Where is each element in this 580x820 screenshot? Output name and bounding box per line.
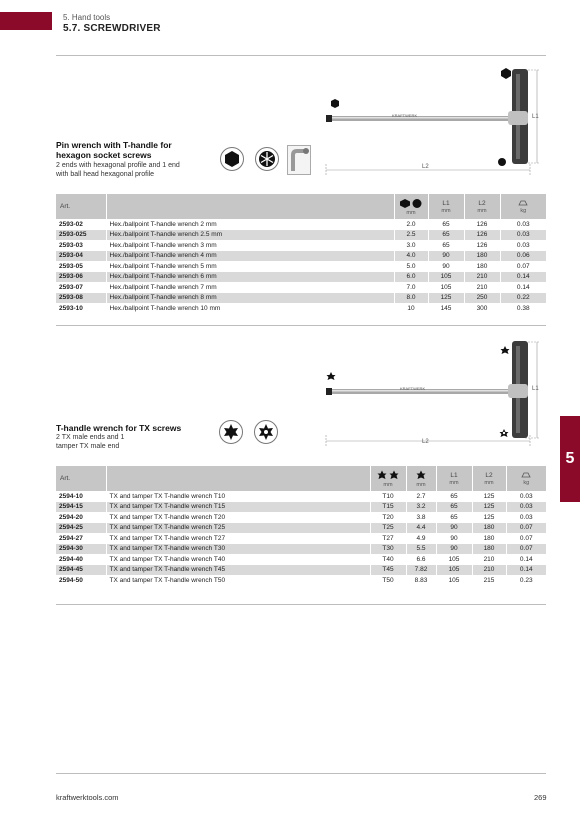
- art-number: 2594-45: [56, 565, 106, 576]
- product-description-line: 2 TX male ends and 1: [56, 434, 125, 441]
- tx-size: T50: [370, 575, 406, 586]
- tx-size: T40: [370, 554, 406, 565]
- l1: 90: [436, 523, 472, 534]
- art-number: 2594-15: [56, 502, 106, 513]
- spec-table: [56, 194, 546, 314]
- l2: 215: [472, 575, 506, 586]
- unit: mm: [449, 479, 459, 486]
- col-size: [406, 466, 436, 491]
- weight: 0.22: [500, 293, 546, 304]
- art-number: 2593-06: [56, 272, 106, 283]
- l2: 126: [464, 230, 500, 241]
- dimension-label: L1: [532, 114, 539, 120]
- l2: 300: [464, 303, 500, 314]
- weight: 0.23: [506, 575, 546, 586]
- weight: 0.03: [500, 219, 546, 230]
- unit: mm: [406, 209, 416, 216]
- tx-dimension-icon: [415, 470, 427, 480]
- l2: 180: [472, 533, 506, 544]
- hex-profile-icon: [220, 147, 244, 171]
- col-l1: [436, 466, 472, 491]
- table-row: [56, 219, 546, 230]
- product-title: [56, 140, 216, 160]
- l2: 210: [464, 272, 500, 283]
- art-number: 2593-03: [59, 241, 83, 249]
- description: Hex./ballpoint T-handle wrench 5 mm: [106, 261, 394, 272]
- l2: 125: [472, 502, 506, 513]
- table-row: [56, 303, 546, 314]
- table-row: [56, 272, 546, 283]
- table-row: [56, 523, 546, 534]
- col-description: [106, 194, 394, 219]
- col-size: [394, 194, 428, 219]
- art-number: 2594-10: [59, 492, 83, 500]
- weight: 0.38: [500, 303, 546, 314]
- product-title: T-handle wrench for TX screws: [56, 423, 182, 433]
- weight: 0.03: [506, 502, 546, 513]
- art-number: 2593-05: [59, 262, 83, 270]
- art-number: 2594-27: [59, 534, 83, 542]
- size: 5.5: [406, 544, 436, 555]
- product-description-line: tamper TX male end: [56, 443, 120, 450]
- weight: 0.07: [506, 523, 546, 534]
- l2: 125: [472, 491, 506, 502]
- tx-size: T15: [370, 502, 406, 513]
- product-title-line: hexagon socket screws: [56, 150, 152, 160]
- ball-hex-profile-icon: [255, 147, 279, 171]
- l2: 125: [472, 512, 506, 523]
- l2: 126: [464, 219, 500, 230]
- l1: 65: [428, 230, 464, 241]
- table-row: [56, 251, 546, 262]
- weight-icon: [518, 200, 528, 206]
- tamper-tx-profile-icon: [254, 420, 278, 444]
- table-row: [56, 491, 546, 502]
- footer-divider: [56, 773, 546, 774]
- art-number: 2593-10: [59, 304, 83, 312]
- l1: 105: [428, 272, 464, 283]
- table-header: [56, 194, 546, 219]
- l1: 90: [436, 544, 472, 555]
- unit: kg: [520, 207, 527, 214]
- table-row: [56, 565, 546, 576]
- l1: 65: [436, 502, 472, 513]
- unit: kg: [523, 479, 530, 486]
- description: Hex./ballpoint T-handle wrench 8 mm: [106, 293, 394, 304]
- ball-head-hex-key-icon: [287, 145, 311, 175]
- weight-icon: [521, 472, 531, 478]
- chapter-color-bar: [0, 12, 52, 30]
- table-row: [56, 293, 546, 304]
- unit: mm: [383, 481, 393, 488]
- chapter-label: 5. Hand tools: [63, 13, 111, 22]
- col-l2: [472, 466, 506, 491]
- col-label: L2: [485, 471, 493, 479]
- t-handle-tx-diagram: [318, 338, 548, 450]
- description: Hex./ballpoint T-handle wrench 7 mm: [106, 282, 394, 293]
- size: 4.0: [394, 251, 428, 262]
- weight: 0.14: [500, 282, 546, 293]
- divider: [56, 604, 546, 605]
- col-weight: [506, 466, 546, 491]
- size: 8.83: [406, 575, 436, 586]
- t-handle-hex-diagram: [318, 64, 548, 184]
- tx-profile-icon: [219, 420, 243, 444]
- footer-website: kraftwerktools.com: [56, 793, 119, 802]
- col-label: L2: [478, 199, 486, 207]
- tx-size: T25: [370, 523, 406, 534]
- art-number: 2594-50: [59, 576, 83, 584]
- divider: [56, 325, 546, 326]
- description: TX and tamper TX T-handle wrench T27: [106, 533, 370, 544]
- weight: 0.03: [506, 491, 546, 502]
- weight: 0.14: [500, 272, 546, 283]
- description: TX and tamper TX T-handle wrench T15: [106, 502, 370, 513]
- tx-size: T27: [370, 533, 406, 544]
- page-number: 269: [534, 793, 547, 802]
- size: 4.9: [406, 533, 436, 544]
- col-description: [106, 466, 370, 491]
- table-row: [56, 575, 546, 586]
- col-weight: [500, 194, 546, 219]
- weight: 0.07: [506, 533, 546, 544]
- unit: mm: [416, 481, 426, 488]
- col-label: L1: [442, 199, 450, 207]
- size: 7.0: [394, 282, 428, 293]
- hex-profile-icon: [399, 198, 423, 208]
- weight: 0.14: [506, 554, 546, 565]
- col-art: Art.: [56, 466, 106, 491]
- size: 2.5: [394, 230, 428, 241]
- art-number: 2593-04: [56, 251, 106, 262]
- size: 3.2: [406, 502, 436, 513]
- l1: 65: [428, 219, 464, 230]
- l1: 105: [436, 565, 472, 576]
- l1: 65: [428, 240, 464, 251]
- art-number: 2594-40: [59, 555, 83, 563]
- table-row: [56, 261, 546, 272]
- weight: 0.03: [500, 240, 546, 251]
- col-label: L1: [450, 471, 458, 479]
- size: 2.0: [394, 219, 428, 230]
- description: TX and tamper TX T-handle wrench T20: [106, 512, 370, 523]
- size: 5.0: [394, 261, 428, 272]
- description: TX and tamper TX T-handle wrench T10: [106, 491, 370, 502]
- col-tx: [370, 466, 406, 491]
- l1: 105: [428, 282, 464, 293]
- weight: 0.03: [506, 512, 546, 523]
- description: Hex./ballpoint T-handle wrench 2 mm: [106, 219, 394, 230]
- l1: 65: [436, 491, 472, 502]
- weight: 0.07: [506, 544, 546, 555]
- table-row: [56, 533, 546, 544]
- brand-mark: KRAFTWERK: [400, 386, 426, 391]
- col-l2: [464, 194, 500, 219]
- art-number: 2593-08: [56, 293, 106, 304]
- l2: 180: [464, 251, 500, 262]
- unit: mm: [484, 479, 494, 486]
- l2: 210: [472, 565, 506, 576]
- tx-size: T45: [370, 565, 406, 576]
- description: Hex./ballpoint T-handle wrench 3 mm: [106, 240, 394, 251]
- art-number: 2594-25: [56, 523, 106, 534]
- size: 6.0: [394, 272, 428, 283]
- table-row: [56, 502, 546, 513]
- art-number: 2593-02: [59, 220, 83, 228]
- description: Hex./ballpoint T-handle wrench 2.5 mm: [106, 230, 394, 241]
- col-art: Art.: [56, 194, 106, 219]
- l2: 210: [464, 282, 500, 293]
- dimension-label: L1: [532, 386, 539, 392]
- l1: 90: [428, 261, 464, 272]
- divider: [56, 55, 546, 56]
- table-row: [56, 240, 546, 251]
- dimension-label: L2: [422, 439, 429, 445]
- size: 7.82: [406, 565, 436, 576]
- tx-size: T20: [370, 512, 406, 523]
- l2: 180: [464, 261, 500, 272]
- unit: mm: [441, 207, 451, 214]
- l1: 90: [428, 251, 464, 262]
- weight: 0.03: [500, 230, 546, 241]
- description: TX and tamper TX T-handle wrench T40: [106, 554, 370, 565]
- brand-mark: KRAFTWERK: [392, 113, 418, 118]
- description: TX and tamper TX T-handle wrench T30: [106, 544, 370, 555]
- description: Hex./ballpoint T-handle wrench 4 mm: [106, 251, 394, 262]
- description: Hex./ballpoint T-handle wrench 6 mm: [106, 272, 394, 283]
- product-description: [56, 161, 226, 179]
- tx-size: T10: [370, 491, 406, 502]
- size: 6.6: [406, 554, 436, 565]
- description: TX and tamper TX T-handle wrench T50: [106, 575, 370, 586]
- description: Hex./ballpoint T-handle wrench 10 mm: [106, 303, 394, 314]
- product-description-line: with ball head hexagonal profile: [56, 171, 155, 178]
- col-l1: [428, 194, 464, 219]
- l2: 180: [472, 523, 506, 534]
- l2: 180: [472, 544, 506, 555]
- table-row: [56, 554, 546, 565]
- l2: 210: [472, 554, 506, 565]
- size: 3.8: [406, 512, 436, 523]
- l1: 145: [428, 303, 464, 314]
- art-number: 2593-07: [59, 283, 83, 291]
- l1: 65: [436, 512, 472, 523]
- art-number: 2594-30: [56, 544, 106, 555]
- dimension-label: L2: [422, 164, 429, 170]
- size: 3.0: [394, 240, 428, 251]
- tx-size: T30: [370, 544, 406, 555]
- tx-profile-icon: [376, 470, 400, 480]
- product-title-line: Pin wrench with T-handle for: [56, 140, 172, 150]
- product-description-line: 2 ends with hexagonal profile and 1 end: [56, 162, 180, 169]
- l2: 126: [464, 240, 500, 251]
- l2: 250: [464, 293, 500, 304]
- weight: 0.14: [506, 565, 546, 576]
- l1: 90: [436, 533, 472, 544]
- description: TX and tamper TX T-handle wrench T45: [106, 565, 370, 576]
- table-row: [56, 282, 546, 293]
- weight: 0.07: [500, 261, 546, 272]
- l1: 125: [428, 293, 464, 304]
- size: 2.7: [406, 491, 436, 502]
- l1: 105: [436, 575, 472, 586]
- product-description: [56, 433, 226, 451]
- chapter-tab: 5: [560, 416, 580, 502]
- table-row: [56, 230, 546, 241]
- unit: mm: [477, 207, 487, 214]
- section-title: 5.7. SCREWDRIVER: [63, 23, 161, 34]
- art-number: 2593-025: [56, 230, 106, 241]
- weight: 0.06: [500, 251, 546, 262]
- l1: 105: [436, 554, 472, 565]
- art-number: 2594-20: [59, 513, 83, 521]
- size: 4.4: [406, 523, 436, 534]
- table-row: [56, 512, 546, 523]
- size: 8.0: [394, 293, 428, 304]
- table-header: [56, 466, 546, 491]
- size: 10: [394, 303, 428, 314]
- description: TX and tamper TX T-handle wrench T25: [106, 523, 370, 534]
- table-row: [56, 544, 546, 555]
- spec-table: [56, 466, 546, 586]
